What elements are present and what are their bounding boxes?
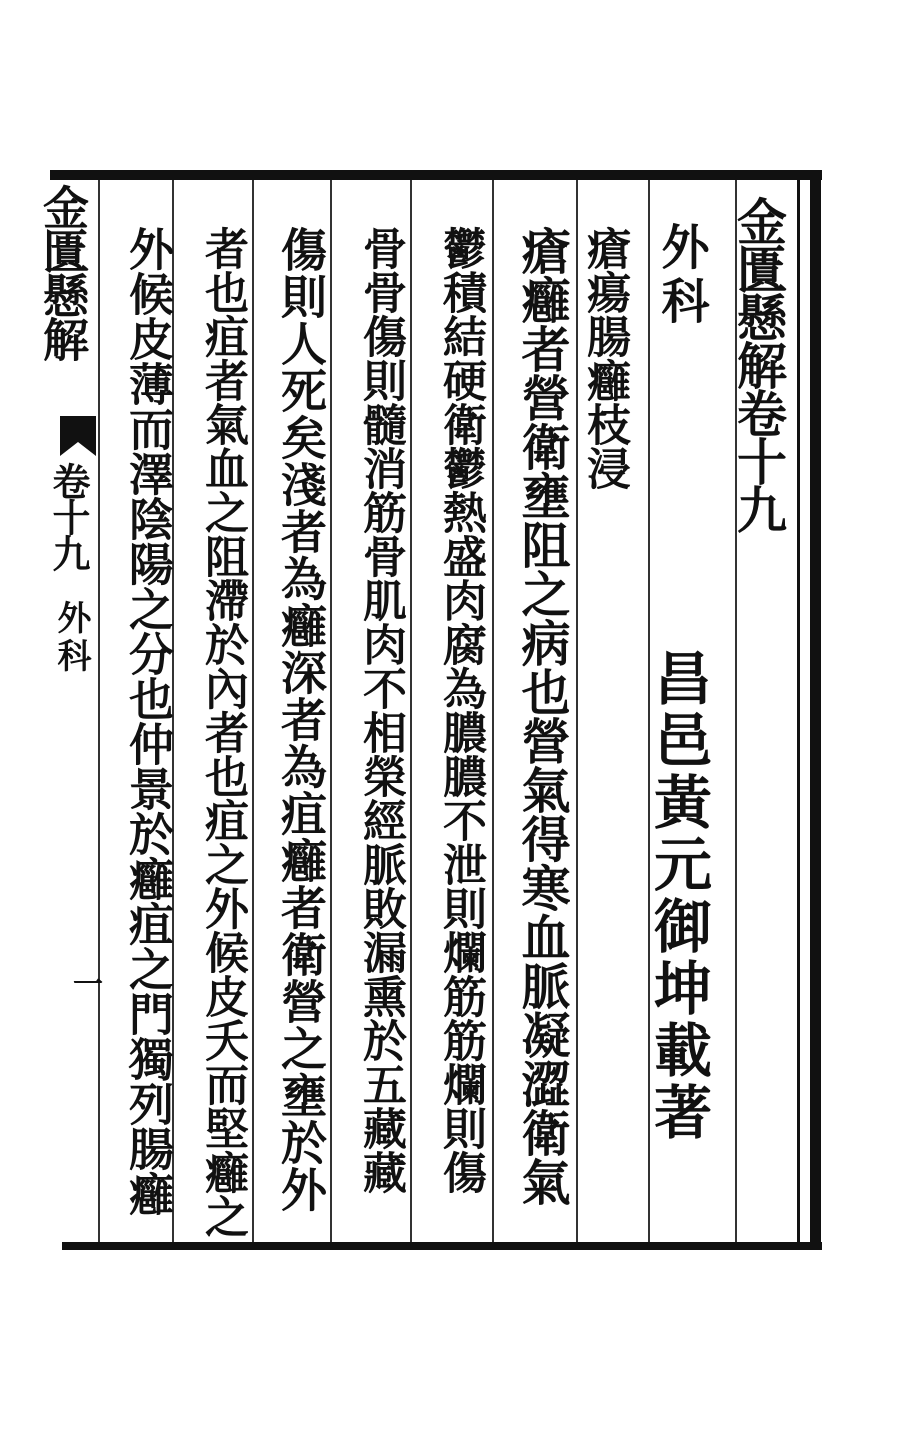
body-column: 骨骨傷則髓消筋骨肌肉不相榮經脈敗漏熏於五藏藏 (355, 226, 406, 1194)
body-column: 瘡癰者營衛壅阻之病也營氣得寒血脈凝澀衛氣 (514, 226, 572, 1206)
frame-right-inner-border (797, 180, 800, 1242)
margin-volume: 卷十九 (46, 462, 91, 570)
column-rule (98, 180, 100, 1242)
body-column: 者也疽者氣血之阻滯於內者也疽之外候皮夭而堅癰之 (197, 226, 248, 1238)
frame-bottom-border (62, 1242, 822, 1250)
fish-tail-mark-icon (58, 412, 98, 460)
body-column: 鬱積結硬衛鬱熱盛肉腐為膿膿不泄則爛筋筋爛則傷 (435, 226, 486, 1194)
book-title: 金匱懸解卷十九 (729, 196, 788, 532)
section-heading: 外科 (653, 222, 709, 330)
body-column: 傷則人死矣淺者為癰深者為疽癰者衛營之壅於外 (274, 226, 328, 1213)
frame-right-border (810, 170, 821, 1250)
body-column: 外候皮薄而澤陰陽之分也仲景於癰疽之門獨列腸癰 (121, 226, 174, 1216)
author-line: 昌邑黃元御坤載著 (644, 648, 712, 1144)
chapter-heading: 瘡瘍腸癰枝浸 (579, 226, 630, 490)
margin-book-title: 金匱懸解 (36, 184, 90, 360)
page-number: 一 (67, 968, 102, 998)
frame-top-border (50, 170, 822, 180)
margin-section: 外科 (51, 600, 91, 676)
column-rule (492, 180, 494, 1242)
